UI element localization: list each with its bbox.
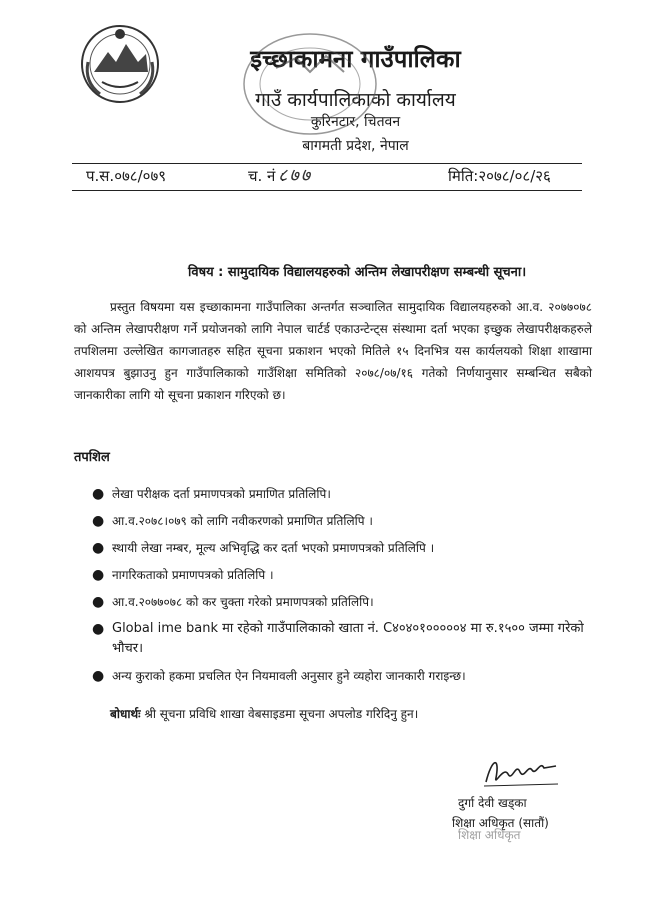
cc-label: बोधार्थः [110, 707, 141, 721]
list-item: ● आ.व.२०७७०७८ को कर चुक्ता गरेको प्रमाणपत्रको प्रतिलिपि। [92, 594, 374, 610]
province-line: बागमती प्रदेश, नेपाल [302, 138, 409, 154]
bullet-icon: ● [92, 486, 105, 502]
bullet-icon: ● [92, 513, 105, 529]
list-item: ● अन्य कुराको हकमा प्रचलित ऐन नियमावली अनुसार हुने व्यहोरा जानकारी गराइन्छ। [92, 668, 466, 684]
signatory-stamp-text: शिक्षा अधिकृत [458, 828, 521, 842]
letter-number: प.स.०७८/०७९ [86, 167, 167, 185]
letter-date: मिति:२०७८/०८/२६ [448, 167, 551, 185]
details-heading: तपशिल [74, 450, 110, 465]
bullet-icon: ● [92, 567, 105, 583]
list-item: ● लेखा परीक्षक दर्ता प्रमाणपत्रको प्रमाणित प्रतिलिपि। [92, 486, 331, 502]
body-paragraph: प्रस्तुत विषयमा यस इच्छाकामना गाउँपालिका अन्तर्गत सञ्चालित सामुदायिक विद्यालयहरुको आ.व. २०७७०७८ को अन्तिम लेखापरीक्षण गर्ने प्रयोजनको लागि नेपाल चार्टर्ड एकाउन्टेन्ट्स संस्थामा दर्ता भएका इच्छुक लेखापरीक्षकहरुले तपशिलमा उल्लेखित कागजातहरु सहित सूचना प्रकाशन भएको मितिले १५ दिनभित्र यस कार्यलयको शिक्षा शाखामा आशयपत्र बुझाउनु हुन गाउँपालिकाको गाउँशिक्षा समितिको २०७८/०७/१६ गतेको निर्णयानुसार सम्बन्धित सबैको जानकारीका लागि यो सूचना प्रकाशन गरिएको छ। [74, 300, 592, 402]
bullet-icon: ● [92, 540, 105, 556]
list-item: ● स्थायी लेखा नम्बर, मूल्य अभिवृद्धि कर दर्ता भएको प्रमाणपत्रको प्रतिलिपि । [92, 540, 435, 556]
bullet-icon: ● [92, 668, 105, 684]
cc-text: श्री सूचना प्रविधि शाखा वेबसाइडमा सूचना अपलोड गरिदिनु हुन। [144, 707, 419, 721]
requirements-list [88, 484, 598, 693]
bullet-icon: ● [92, 594, 105, 610]
dispatch-label: च. नं : [248, 167, 286, 185]
signatory-name: दुर्गा देवी खड्का [458, 796, 527, 810]
municipality-title: इच्छाकामना गाउँपालिका [250, 45, 461, 73]
dispatch-number: ८७७ [278, 165, 313, 186]
subject-line: विषय : सामुदायिक विद्यालयहरुको अन्तिम लेखापरीक्षण सम्बन्धी सूचना। [188, 265, 527, 280]
office-title: गाउँ कार्यपालिकाको कार्यालय [255, 89, 456, 111]
list-item: ● आ.व.२०७८।०७९ को लागि नवीकरणको प्रमाणित प्रतिलिपि । [92, 513, 373, 529]
address-line: कुरिनटार, चितवन [310, 114, 401, 130]
signatory-title: शिक्षा अधिकृत (सातौं) [452, 816, 549, 830]
list-item: ● नागरिकताको प्रमाणपत्रको प्रतिलिपि । [92, 567, 274, 583]
list-item: ● Global ime bank मा रहेको गाउँपालिकाको खाता नं. C४०४०१०००००४ मा रु.१५०० जम्मा गरेको भौचर। [92, 621, 584, 656]
bullet-icon: ● [92, 621, 105, 637]
signature-icon [482, 748, 562, 790]
cc-line [110, 705, 418, 722]
office-stamp-icon [236, 28, 384, 140]
